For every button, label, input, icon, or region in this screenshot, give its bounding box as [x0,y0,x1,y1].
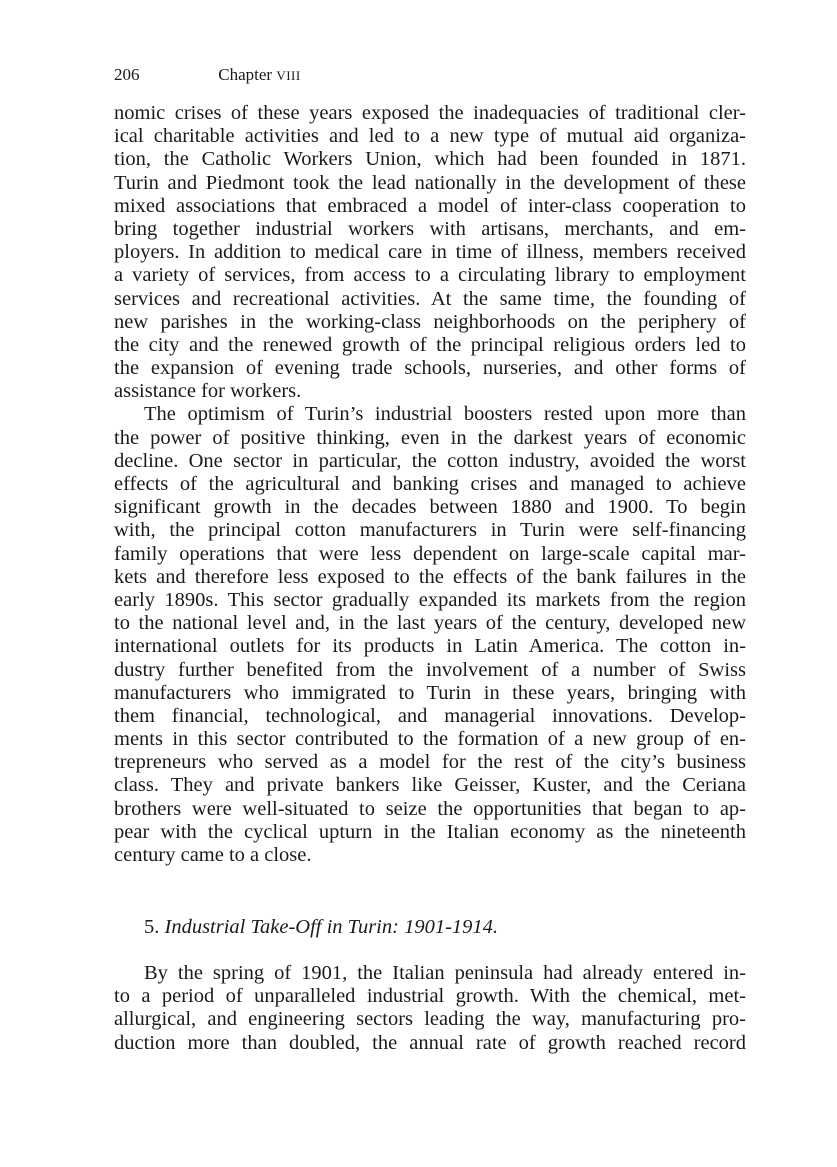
text-line: bring together industrial workers with artisans, merchants, and em- [114,217,746,240]
body-text-block-one [114,102,746,867]
paragraph-first-line: By the spring of 1901, the Italian peninsula had already entered in- [144,962,746,984]
text-line: to the national level and, in the last years of the century, developed new [114,612,746,635]
text-line: them financial, technological, and managerial innovations. Develop- [114,704,746,727]
text-line: Turin and Piedmont took the lead nationally in the development of these [114,171,746,194]
text-line: mixed associations that embraced a model of inter-class cooperation to [114,194,746,217]
text-line: effects of the agricultural and banking crises and managed to achieve [114,473,746,495]
text-line: significant growth in the decades between 1880 and 1900. To begin [114,496,746,519]
text-line: brothers were well-situated to seize the opportunities that began to ap- [114,797,746,820]
text-line: early 1890s. This sector gradually expanded its markets from the region [114,588,746,611]
chapter-numeral: VIII [276,68,301,83]
body-text-block-two [114,962,746,1055]
text-line: the expansion of evening trade schools, nurseries, and other forms of [114,357,746,380]
text-line: trepreneurs who served as a model for the rest of the city’s business [114,751,746,774]
text-line: a variety of services, from access to a circulating library to employment [114,264,746,287]
text-line: ments in this sector contributed to the formation of a new group of en- [114,728,746,751]
text-line: tion, the Catholic Workers Union, which had been founded in 1871. [114,148,746,171]
text-line: ical charitable activities and led to a new type of mutual aid organiza- [114,125,746,148]
chapter-label: Chapter [218,65,273,84]
paragraph-first-line: The optimism of Turin’s industrial boosters rested upon more than [144,403,746,426]
text-line: pear with the cyclical upturn in the Italian economy as the nineteenth [114,820,746,843]
section-title: Industrial Take-Off in Turin: 1901-1914. [164,916,499,938]
text-line: new parishes in the working-class neighborhoods on the periphery of [114,310,746,333]
chapter-running-head [218,63,300,88]
text-line: services and recreational activities. At the same time, the founding of [114,287,746,310]
text-line: manufacturers who immigrated to Turin in these years, bringing with [114,681,746,704]
text-line: international outlets for its products in Latin America. The cotton in- [114,635,746,658]
text-line: decline. One sector in particular, the cotton industry, avoided the worst [114,449,746,472]
text-line: duction more than doubled, the annual rate of growth reached record [114,1031,746,1054]
text-line: the city and the renewed growth of the principal religious orders led to [114,333,746,356]
text-line: kets and therefore less exposed to the effects of the bank failures in the [114,565,746,588]
page-number: 206 [114,65,140,84]
paragraph-end-line: assistance for workers. [114,380,302,403]
text-line: the power of positive thinking, even in the darkest years of economic [114,426,746,449]
text-line: class. They and private bankers like Geisser, Kuster, and the Ceriana [114,774,746,797]
text-line: family operations that were less dependent on large-scale capital mar- [114,542,746,565]
paragraph-end-line: century came to a close. [114,844,312,866]
text-line: nomic crises of these years exposed the inadequacies of traditional cler- [114,102,746,124]
section-number: 5. [144,916,160,938]
text-line: ployers. In addition to medical care in time of illness, members received [114,241,746,264]
text-line: to a period of unparalleled industrial growth. With the chemical, met- [114,985,746,1008]
text-line: dustry further benefited from the involvement of a number of Swiss [114,658,746,681]
text-line: with, the principal cotton manufacturers in Turin were self-financing [114,519,746,542]
running-header [114,63,301,88]
section-heading [144,914,498,940]
text-line: allurgical, and engineering sectors leading the way, manufacturing pro- [114,1008,746,1031]
